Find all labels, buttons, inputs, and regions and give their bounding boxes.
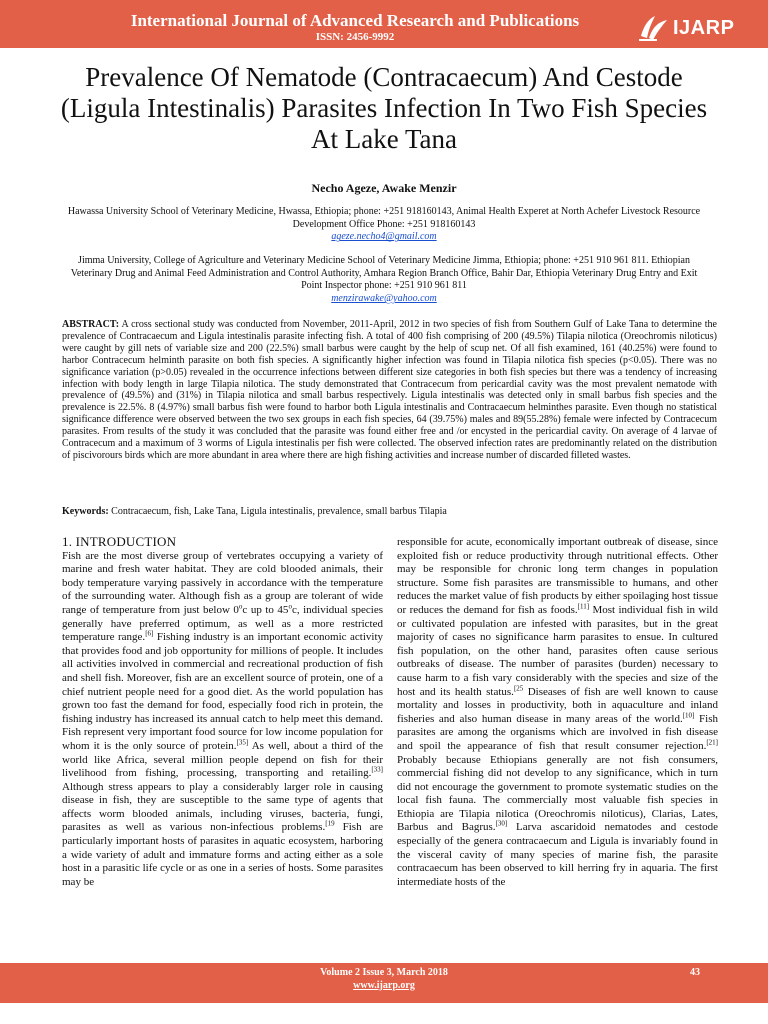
text-run: c up to 45 (242, 603, 289, 616)
intro-paragraph-right (397, 536, 718, 889)
journal-header-banner (0, 0, 768, 48)
citation: [10] (682, 711, 695, 720)
superscript: o (238, 602, 243, 611)
section-heading-introduction: 1. INTRODUCTION (62, 534, 177, 549)
text-run: Probably because Ethiopians generally are not fish consumers, commercial fishing did not develop to any significance, which in turn did not encourage the government to promote systematic studies on the local fish fauna. The commercially most valuable fish species in Ethiopia are Tilapia nilotica (Oreochromis niloticus), Clarias, Lates, Barbus and Bagrus. (397, 753, 718, 834)
page-footer-banner (0, 963, 768, 1003)
affiliation-1 (60, 206, 708, 244)
citation: [11] (577, 602, 590, 611)
citation: [6] (145, 629, 154, 638)
affiliation-1-text: Hawassa University School of Veterinary Medicine, Hwassa, Ethiopia; phone: +251 918160143, Animal Health Experet at North Achefer Livestock Resource Development Office Phone: +251 918160143 (67, 206, 701, 230)
body-column-left (62, 535, 383, 889)
text-run: Larva ascaridoid nematodes and cestode especially of the genera contracaecum and Ligula is invariably found in the visceral cavity of many species of marine fish, the parasite contracaecum has been observed to kill herring fry in aquaria. The first intermediate hosts of the (397, 821, 718, 888)
citation: [19 (325, 819, 335, 828)
paper-authors: Necho Ageze, Awake Menzir (311, 181, 457, 195)
keywords-text: Contracaecum, fish, Lake Tana, Ligula intestinalis, prevalence, small barbus Tilapia (111, 506, 447, 517)
text-run: Most individual fish in wild or cultivated population are infested with parasites, but in the great majority of cases no significance harm parasites to ensue. In cultured fish population, on the other hand, parasites often cause serious outbreaks of disease. The number of parasites (burden) necessary to cause harm to a fish vary considerably with the species and size of the host and its health status. (397, 603, 718, 698)
ijarp-logo (637, 14, 757, 42)
journal-issn: ISSN: 2456-9992 (315, 31, 395, 43)
text-run: As well, about a third of the world like Africa, several million people depend on fish for their livelihood from fishing, processing, transporting and retailing. (62, 739, 383, 780)
text-run: Fish are particularly important hosts of parasites in aquatic ecosystem, harboring a wide variety of adult and immature forms and acting either as a sole host in a parasitic life cycle or as one in a series of hosts. Some parasites may be (62, 821, 383, 888)
text-run: Fish parasites are among the organisms which are involved in fish disease and spoil the appearance of fish that result consumer rejection. (397, 712, 718, 752)
abstract-label: ABSTRACT: (62, 319, 120, 330)
intro-paragraph-left (62, 550, 383, 890)
text-run: Fish are the most diverse group of vertebrates occupying a variety of marine and fresh water habitat. They are cold blooded animals, their body temperature varying passively in accordance with the temperature of the surrounding water. Although fish as a group are tolerant of wide range of temperature from just below 0 (62, 549, 383, 616)
journal-url-link[interactable]: www.ijarp.org (353, 980, 415, 991)
citation: [25 (513, 683, 524, 692)
citation: [35] (236, 738, 249, 747)
page-number: 43 (690, 967, 700, 978)
text-run: c, individual species generally have preferred optimum, as well as a more restricted temperature range. (62, 603, 383, 644)
issue-info: Volume 2 Issue 3, March 2018 (320, 967, 448, 978)
text-run: responsible for acute, economically important outbreak of disease, since exploited fish or reduce productivity through nutritional effects. Other may be responsible for chronic long term changes in population structure. Some fish parasites are transmissible to humans, and other reduces the market value of fish products by either spoilaging host tissue or reduces the demand for fish as foods. (397, 536, 718, 616)
abstract (62, 319, 717, 462)
email-link-1[interactable]: ageze.necho4@gmail.com (331, 231, 437, 243)
affiliation-2 (60, 255, 708, 306)
logo-text: IJARP (673, 17, 735, 39)
paper-title: Prevalence Of Nematode (Contracaecum) And Cestode (Ligula Intestinalis) Parasites Infection In Two Fish Species At Lake Tana (60, 62, 708, 154)
text-run: Diseases of fish are well known to cause mortality and losses in productivity, both in aquaculture and inland fisheries and also human disease in many areas of the world. (397, 685, 718, 725)
text-run: Fishing industry is an important economic activity that provides food and job opportunity for millions of people. It includes all activities involved in commercial and recreational production of fish and shell fish. Moreover, fish are an excellent source of protein, one of a chief nutrient people need for a good diet. As the world population has grown too fast the demand for food, especially food rich in protein, the fishing industry has increased its annual catch to help meet this demand. Fish represent very important food source for low income population for whom it is the only source of protein. (62, 631, 383, 752)
citation: [21] (706, 738, 718, 747)
body-column-right (397, 536, 718, 889)
superscript: o (288, 602, 292, 611)
keywords (62, 506, 717, 517)
email-link-2[interactable]: menzirawake@yahoo.com (331, 293, 437, 305)
journal-name: International Journal of Advanced Research and Publications (130, 11, 580, 30)
abstract-text: A cross sectional study was conducted from November, 2011-April, 2012 in two species of fish from Southern Gulf of Lake Tana to determine the prevalence of Contracaecum and Ligula intestinalis parasite infecting fish. A total of 400 fish comprising of 200 (49.5%) Tilapia nilotica (Oreochromis niloticus) were caught by gill nets of variable size and 200 (22.5%) small barbus were caught by the help of scup net. Of all fish examined, 161 (40.25%) were found to harbor Contracecum helminth parasite on both fish species. A significantly higher infection was found in Tilapia nilotica fish species (p<0.05). There was no significance variation (p>0.05) revealed in the occurrence infections between different size categories in both fish species but there was a tendency of increasing infection with body length in large Tilapia nilotica. The study demonstrated that Contracecum from pericardial cavity was the most prevalent nematode with prevalence of (49.5%) and (31%) in Tilapia nilotica and small barbus respectively. Ligula intestinalis was detected only in small barbus fish species and the prevalence is 22.5%. 8 (4.97%) small barbus fish were found to harbor both Ligula intestinalis and Contracaecum helminthes parasite. Even though no statistical significance difference were observed between the two sex groups in each fish species, 64 (39.75%) males and 89(55.28%) female were infected by Contracecum parasites. From results of the study it was concluded that the parasite was found either free and /or encysted in the pericardial cavity. On average of 4 larvae of Contracecum and a maximum of 3 worms of Ligula intestinalis per fish were collected. The observed infection rates are predominantly related on the distribution of piscivorours birds which are more abundant in area where there are high fishing activities and increase number of discarded filleted wastes. (62, 319, 717, 461)
keywords-label: Keywords: (62, 506, 109, 517)
citation: [30] (495, 819, 508, 828)
citation: [33] (371, 765, 383, 774)
text-run: Although stress appears to play a considerably larger role in causing disease in fish, they are susceptible to the same type of agents that affects worm blooded animals, including viruses, bacteria, fungi, parasites as well as various non-infectious problems. (62, 780, 383, 834)
affiliation-2-text: Jimma University, College of Agriculture and Veterinary Medicine School of Veterinary Medicine Jimma, Ethiopia; phone: +251 910 961 811. Ethiopian Veterinary Drug and Animal Feed Administration and Control Authority, Amhara Region Branch Office, Bahir Dar, Ethiopia Veterinary Drug Entry and Exit Point Inspector phone: +251 910 961 811 (70, 255, 698, 292)
leaf-logo-icon (637, 14, 671, 42)
